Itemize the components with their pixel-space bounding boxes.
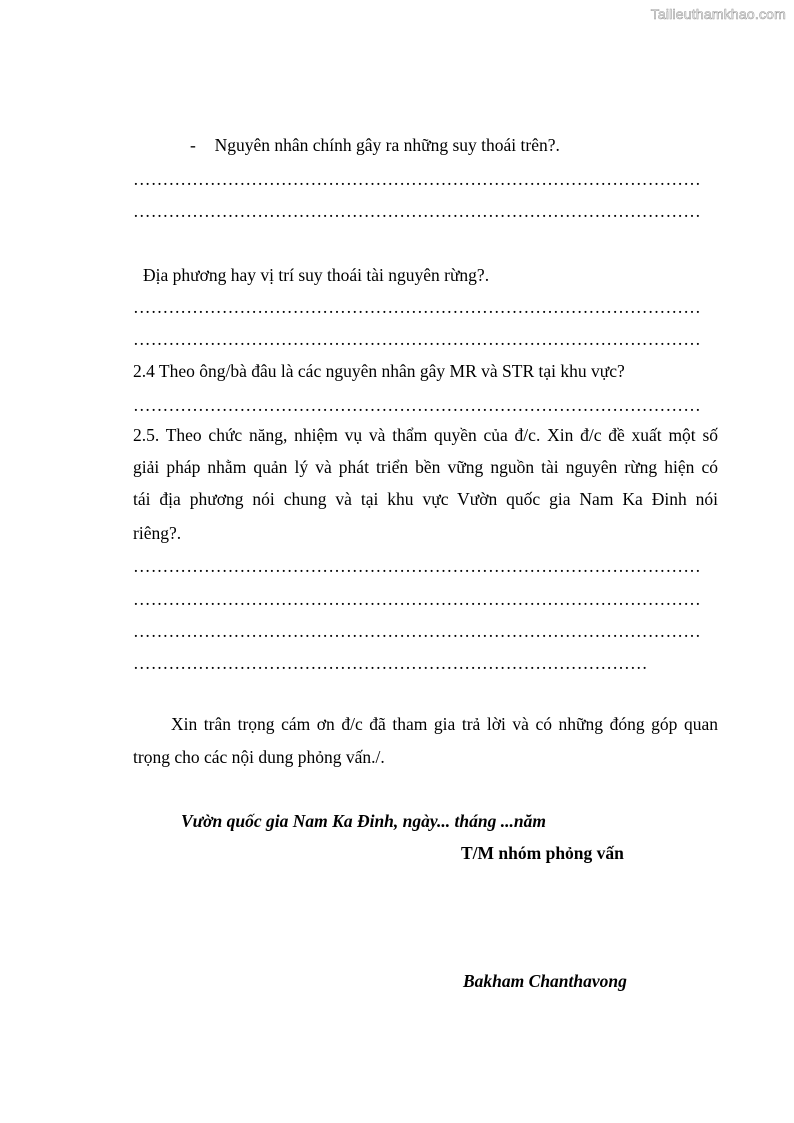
- question-2-5-line-3: tái địa phương nói chung và tại khu vực Vườn quốc gia Nam Ka Đinh nói: [133, 489, 718, 509]
- question-location: Địa phương hay vị trí suy thoái tài nguyên rừng?.: [143, 265, 490, 285]
- answer-line: ……………………………………………………………………………………: [133, 297, 701, 317]
- question-causes: [190, 134, 560, 156]
- signature-title: T/M nhóm phỏng vấn: [461, 843, 624, 863]
- answer-line: ……………………………………………………………………………: [133, 653, 648, 673]
- answer-line: ……………………………………………………………………………………: [133, 589, 701, 609]
- thanks-line-1: Xin trân trọng cám ơn đ/c đã tham gia trả lời và có những đóng góp quan: [171, 714, 718, 734]
- answer-line: ……………………………………………………………………………………: [133, 556, 701, 576]
- question-causes-text: Nguyên nhân chính gây ra những suy thoái trên?.: [214, 135, 560, 155]
- watermark: Tailieuthamkhao.com: [650, 6, 786, 22]
- answer-line: ……………………………………………………………………………………: [133, 201, 701, 221]
- dash-bullet: -: [190, 135, 196, 155]
- answer-line: ……………………………………………………………………………………: [133, 621, 701, 641]
- question-2-5-line-1: 2.5. Theo chức năng, nhiệm vụ và thẩm quyền của đ/c. Xin đ/c đề xuất một số: [133, 425, 718, 445]
- question-2-4: 2.4 Theo ông/bà đâu là các nguyên nhân gây MR và STR tại khu vực?: [133, 361, 625, 381]
- question-2-5-line-2: giải pháp nhằm quản lý và phát triển bền vững nguồn tài nguyên rừng hiện có: [133, 457, 718, 477]
- signer-name: Bakham Chanthavong: [463, 971, 627, 991]
- answer-line: ……………………………………………………………………………………: [133, 395, 701, 415]
- question-2-5-line-4: riêng?.: [133, 523, 182, 543]
- thanks-line-2: trọng cho các nội dung phỏng vấn./.: [133, 747, 385, 767]
- place-date: Vườn quốc gia Nam Ka Đinh, ngày... tháng ...năm: [181, 811, 546, 831]
- answer-line: ……………………………………………………………………………………: [133, 329, 701, 349]
- answer-line: ……………………………………………………………………………………: [133, 169, 701, 189]
